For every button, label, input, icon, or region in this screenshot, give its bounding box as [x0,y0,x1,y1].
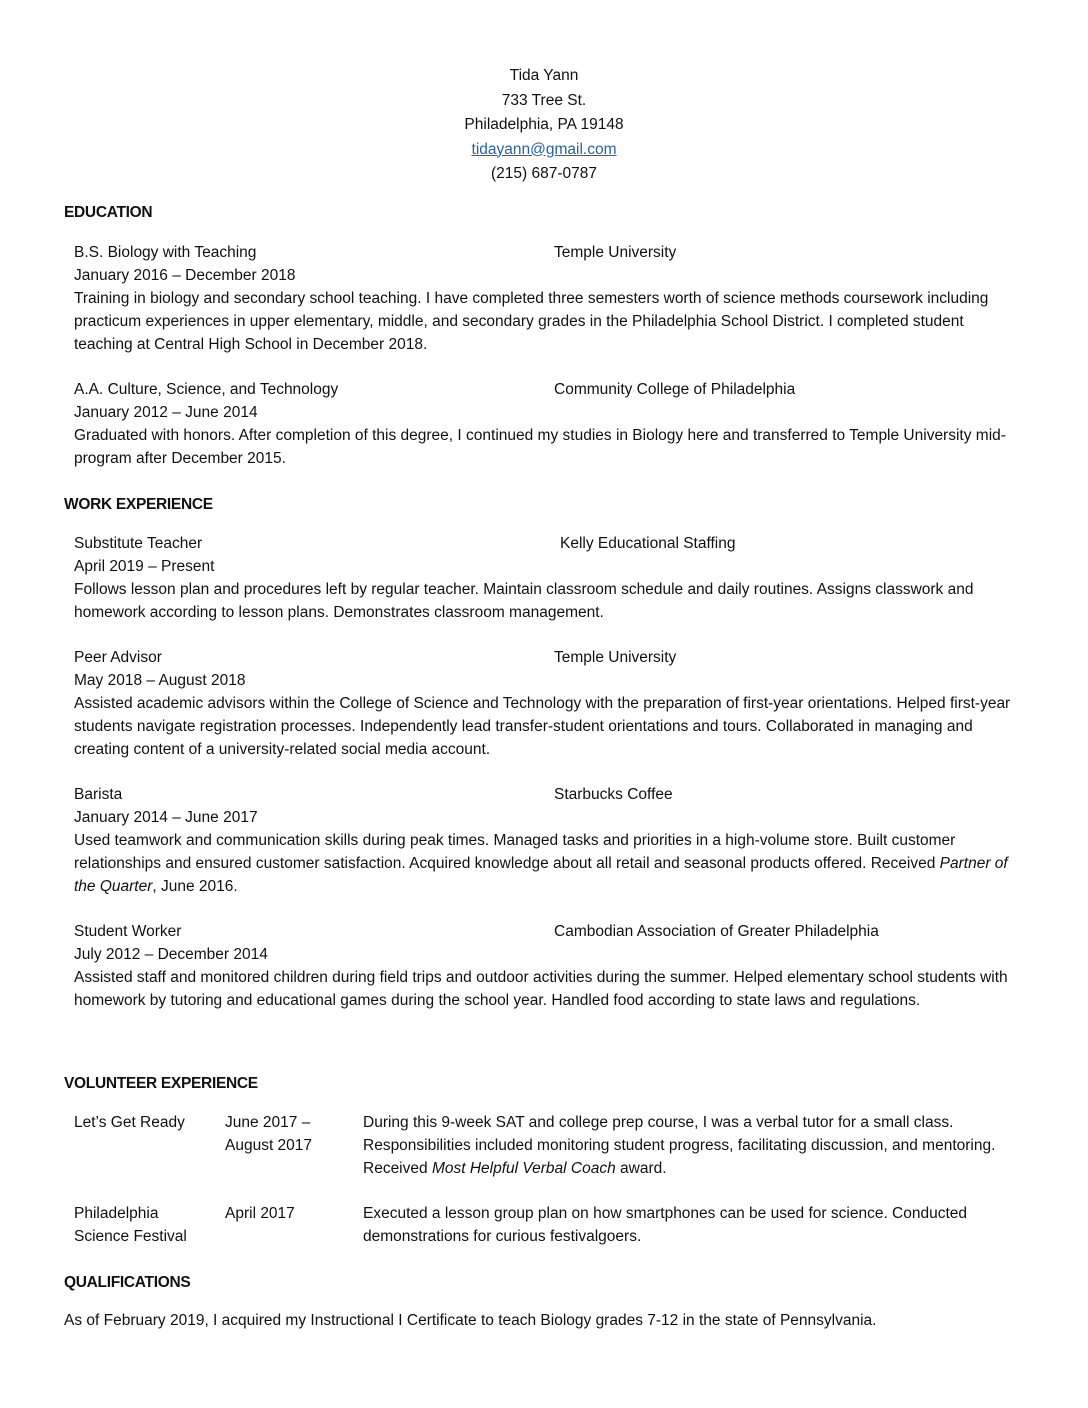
job-dates: July 2012 – December 2014 [74,946,268,963]
school-name: Temple University [554,244,677,261]
volunteer-dates: June 2017 – August 2017 [225,1114,313,1154]
job-title: Student Worker [74,923,182,940]
education-dates: January 2016 – December 2018 [74,267,296,284]
volunteer-org: Philadelphia Science Festival [74,1205,187,1245]
award-name: Most Helpful Verbal Coach [431,1160,616,1177]
work-entry [74,920,1014,1012]
education-entry [74,378,1014,470]
school-name: Community College of Philadelphia [554,381,796,398]
education-dates: January 2012 – June 2014 [74,404,258,421]
job-description: Used teamwork and communication skills during peak times. Managed tasks and priorities in a high-volume store. Built customer relationships and ensured customer satisfaction. Acquired knowledge about all retail and seasonal products offered. Received Partner of the Quarter, June 2016. [74,832,1008,895]
job-description: Assisted academic advisors within the College of Science and Technology with the preparation of first-year orientations. Helped first-year students navigate registration processes. Independently lead transfer-student orientations and tours. Collaborated in managing and creating content of a university-related social media account. [74,695,1011,758]
qualifications-text: As of February 2019, I acquired my Instructional I Certificate to teach Biology grades 7-12 in the state of Pennsylvania. [64,1312,877,1329]
phone-number: (215) 687-0787 [491,165,597,182]
work-entry [74,532,1014,624]
volunteer-description: Executed a lesson group plan on how smartphones can be used for science. Conducted demonstrations for curious festivalgoers. [363,1205,968,1245]
volunteer-org: Let’s Get Ready [74,1114,185,1131]
job-dates: January 2014 – June 2017 [74,809,258,826]
employer-name: Kelly Educational Staffing [560,535,736,552]
employer-name: Temple University [554,649,677,666]
employer-name: Starbucks Coffee [554,786,673,803]
name: Tida Yann [509,67,579,84]
email-link[interactable]: tidayann@gmail.com [471,140,617,158]
work-entry [74,783,1014,898]
education-heading: EDUCATION [64,204,153,221]
job-title: Substitute Teacher [74,535,203,552]
contact-header [0,64,1088,187]
work-experience-heading: WORK EXPERIENCE [64,496,213,513]
education-description: Graduated with honors. After completion of this degree, I continued my studies in Biology here and transferred to Temple University mid-program after December 2015. [74,427,1006,467]
award-name: Partner of the Quarter [74,855,1008,895]
qualifications-heading: QUALIFICATIONS [64,1274,191,1291]
job-title: Peer Advisor [74,649,162,666]
education-entry [74,241,1014,356]
job-description: Assisted staff and monitored children during field trips and outdoor activities during the summer. Helped elementary school students with homework by tutoring and educational games during the school year. Handled food according to state laws and regulations. [74,969,1008,1009]
volunteer-dates: April 2017 [225,1205,295,1222]
volunteer-entry [74,1202,1014,1252]
education-description: Training in biology and secondary school teaching. I have completed three semesters worth of science methods coursework including practicum experiences in upper elementary, middle, and secondary grades in the Philadelphia School District. I completed student teaching at Central High School in December 2018. [74,290,989,353]
volunteer-experience-heading: VOLUNTEER EXPERIENCE [64,1075,258,1092]
job-dates: April 2019 – Present [74,558,215,575]
work-entry [74,646,1014,761]
job-dates: May 2018 – August 2018 [74,672,246,689]
street-address: 733 Tree St. [501,91,587,109]
job-title: Barista [74,786,123,803]
degree-title: B.S. Biology with Teaching [74,244,257,261]
job-description: Follows lesson plan and procedures left by regular teacher. Maintain classroom schedule and daily routines. Assigns classwork and homework according to lesson plans. Demonstrates classroom management. [74,581,974,621]
city-state-zip: Philadelphia, PA 19148 [464,116,624,133]
employer-name: Cambodian Association of Greater Philadelphia [554,923,879,940]
volunteer-description: During this 9-week SAT and college prep course, I was a verbal tutor for a small class. Responsibilities included monitoring student progress, facilitating discussion, and mentoring. Received Most Helpful Verbal Coach award. [363,1114,996,1177]
volunteer-entry [74,1111,1014,1181]
degree-title: A.A. Culture, Science, and Technology [74,381,339,398]
